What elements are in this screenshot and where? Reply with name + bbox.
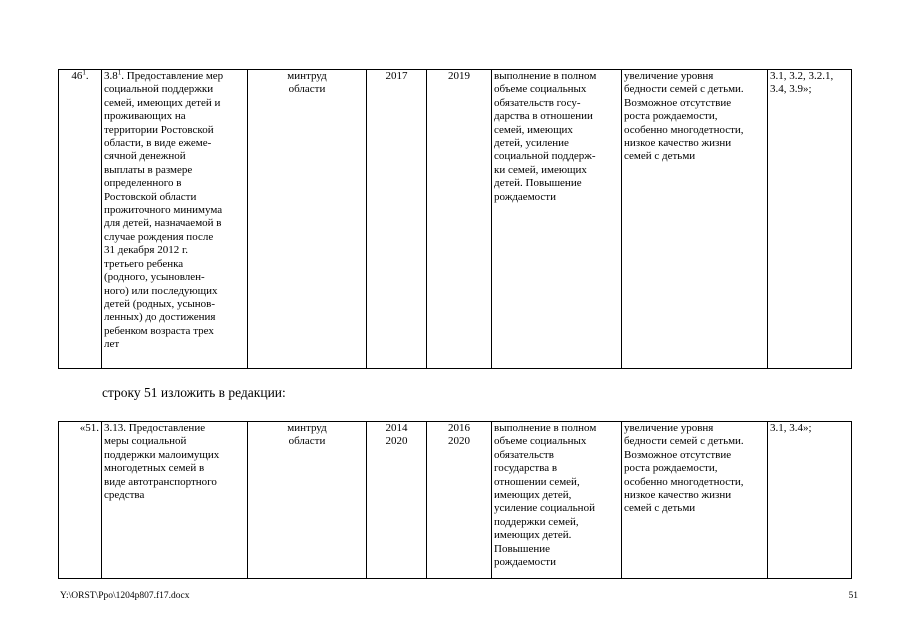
executor-cell: минтруд области: [248, 70, 367, 369]
indicator-links-cell: 3.1, 3.2, 3.2.1, 3.4, 3.9»;: [768, 70, 852, 369]
row-number-cell: «51.: [59, 422, 102, 579]
table-row: [59, 70, 852, 369]
row-number-cell: $46^1$.: [59, 70, 102, 369]
footer-file-path: Y:\ORST\Ppo\1204p807.f17.docx: [60, 591, 190, 601]
executor-cell: минтруд области: [248, 422, 367, 579]
start-year-cell: 2017: [367, 70, 427, 369]
table-row: [59, 422, 852, 579]
consequences-cell: увеличение уровня бедности семей с детьми. Возможное отсутствие роста рождаемости, особенно многодетности, низкое качество жизни семей с детьми: [622, 422, 768, 579]
measure-name-cell: 3.13. Предоставление меры социальной поддержки малоимущих многодетных семей в виде автотранспортного средства: [102, 422, 248, 579]
program-table-row-46: [58, 69, 852, 369]
indicator-links-cell: 3.1, 3.4»;: [768, 422, 852, 579]
instruction-text: строку 51 изложить в редакции:: [102, 385, 286, 400]
page-number: 51: [848, 591, 858, 601]
measure-name-cell: $3.8^1$. Предоставление мер социальной поддержки семей, имеющих детей и проживающих на территории Ростовской области, в виде ежеме- сячной денежной выплаты в размере определенного в Ростовской области прожиточного минимума для детей, назначаемой в случае рождения после 31 декабря 2012 г. третьего ребенка (родного, усыновлен- ного) или последующих детей (родных, усынов- ленных) до достижения ребенком возраста трех лет: [102, 70, 248, 369]
expected-result-cell: выполнение в полном объеме социальных обязательств госу- дарства в отношении семей, имеющих детей, усиление социальной поддерж- ки семей, имеющих детей. Повышение рождаемости: [492, 70, 622, 369]
end-year-cell: 2016 2020: [427, 422, 492, 579]
program-table-row-51: [58, 421, 852, 579]
consequences-cell: увеличение уровня бедности семей с детьми. Возможное отсутствие роста рождаемости, особенно многодетности, низкое качество жизни семей с детьми: [622, 70, 768, 369]
end-year-cell: 2019: [427, 70, 492, 369]
start-year-cell: 2014 2020: [367, 422, 427, 579]
expected-result-cell: выполнение в полном объеме социальных обязательств государства в отношении семей, имеющих детей, усиление социальной поддержки семей, имеющих детей. Повышение рождаемости: [492, 422, 622, 579]
